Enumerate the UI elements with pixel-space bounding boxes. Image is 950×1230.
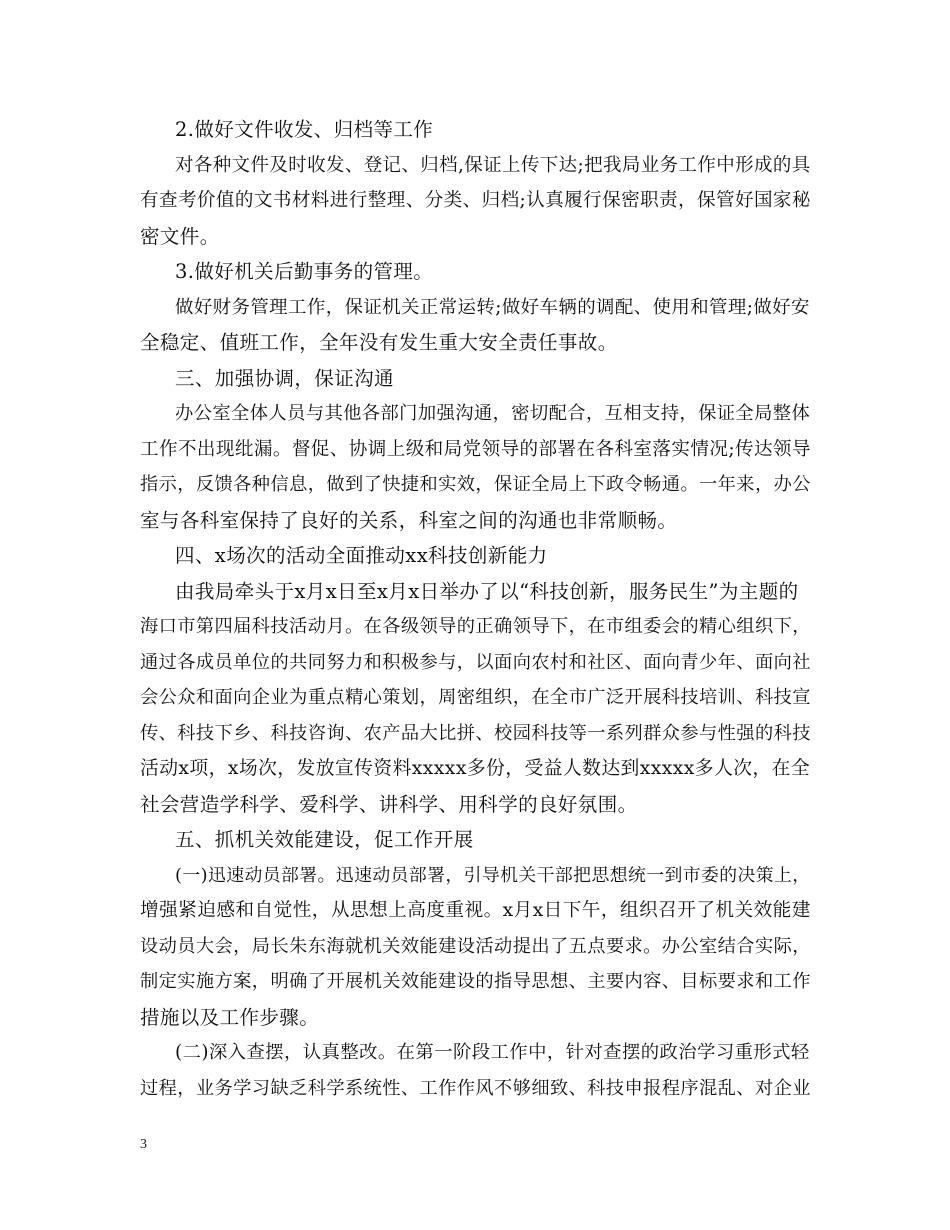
text-line: 四、x场次的活动全面推动xx科技创新能力 (175, 544, 548, 567)
text-line: 措施以及工作步骤。 (140, 1005, 320, 1029)
document-body (140, 112, 810, 1106)
text-line: 室与各科室保持了良好的关系，科室之间的沟通也非常顺畅。 (140, 508, 678, 532)
text-line: 做好财务管理工作，保证机关正常运转;做好车辆的调配、使用和管理;做好安 (175, 296, 810, 318)
text-line: 由我局牵头于x月x日至x月x日举办了以“科技创新，服务民生”为主题的 (175, 579, 799, 603)
text-line: 五、抓机关效能建设，促工作开展 (175, 828, 474, 851)
text-line: 通过各成员单位的共同努力和积极参与，以面向农村和社区、面向青少年、面向社 (140, 651, 811, 673)
text-line: 办公室全体人员与其他各部门加强沟通，密切配合，互相支持，保证全局整体 (175, 403, 811, 424)
text-line: (二)深入查摆，认真整改。在第一阶段工作中，针对查摆的政治学习重形式轻 (175, 1042, 810, 1063)
text-line: 指示，反馈各种信息，做到了快捷和实效，保证全局上下政令畅通。一年来，办公 (140, 474, 811, 495)
text-line: 三、加强协调，保证沟通 (175, 366, 394, 390)
text-line: 传、科技下乡、科技咨询、农产品大比拼、校园科技等一系列群众参与性强的科技 (140, 722, 811, 744)
page-number: 3 (140, 1137, 147, 1152)
text-line: 增强紧迫感和自觉性，从思想上高度重视。x月x日下午，组织召开了机关效能建 (140, 900, 811, 921)
text-line: 2.做好文件收发、归档等工作 (175, 118, 434, 141)
text-line: 有查考价值的文书材料进行整理、分类、归档;认真履行保密职责，保管好国家秘 (140, 190, 811, 211)
text-line: 过程，业务学习缺乏科学系统性、工作作风不够细致、科技申报程序混乱、对企业 (140, 1077, 811, 1099)
text-line: 对各种文件及时收发、登记、归档,保证上传下达;把我局业务工作中形成的具 (175, 154, 811, 176)
text-line: 社会营造学科学、爱科学、讲科学、用科学的良好氛围。 (140, 792, 638, 816)
text-line: 制定实施方案，明确了开展机关效能建设的指导思想、主要内容、目标要求和工作 (140, 971, 811, 992)
text-line: 全稳定、值班工作，全年没有发生重大安全责任事故。 (140, 331, 618, 354)
text-line: 密文件。 (140, 224, 220, 248)
text-line: 会公众和面向企业为重点精心策划，周密组织，在全市广泛开展科技培训、科技宣 (140, 687, 811, 708)
text-line: 海口市第四届科技活动月。在各级领导的正确领导下，在市组委会的精心组织下， (140, 616, 811, 637)
text-line: 设动员大会，局长朱东海就机关效能建设活动提出了五点要求。办公室结合实际， (140, 935, 811, 957)
text-line: 工作不出现纰漏。督促、协调上级和局党领导的部署在各科室落实情况;传达领导 (140, 438, 811, 460)
text-line: 3.做好机关后勤事务的管理。 (175, 260, 434, 283)
text-line: 活动x项，x场次，发放宣传资料xxxxx多份，受益人数达到xxxxx多人次，在全 (140, 758, 811, 779)
text-line: (一)迅速动员部署。迅速动员部署，引导机关干部把思想统一到市委的决策上， (175, 864, 811, 886)
